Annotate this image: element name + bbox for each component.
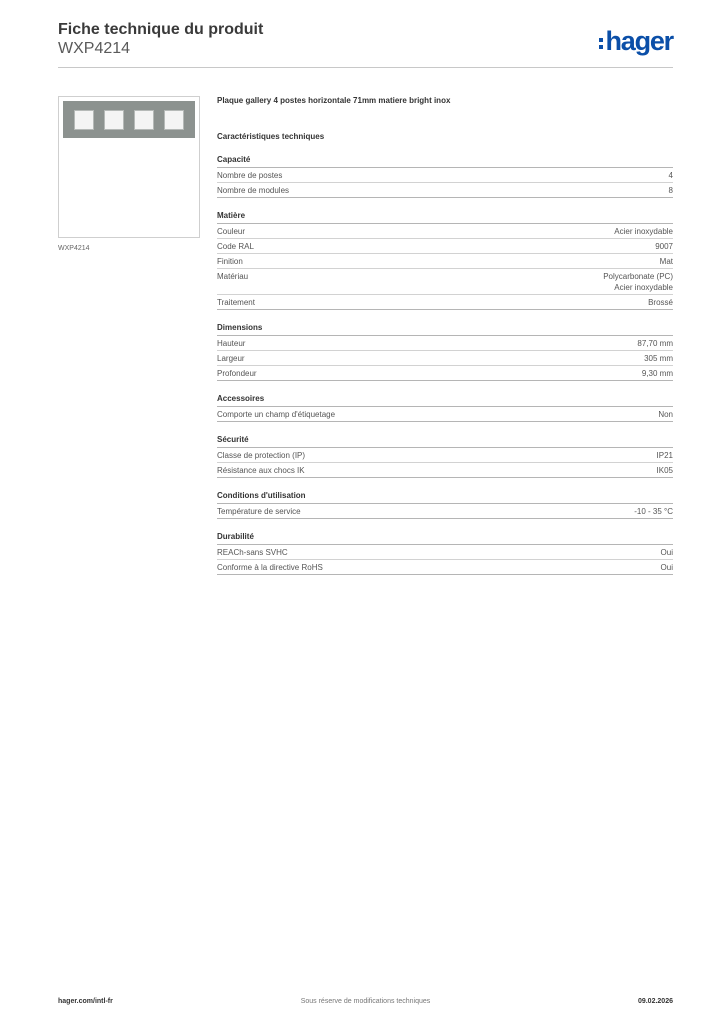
spec-row: [217, 504, 673, 519]
spec-row: [217, 254, 673, 269]
plate-illustration: [63, 101, 195, 138]
spec-group-title: Sécurité: [217, 435, 673, 448]
spec-label: Nombre de postes: [217, 171, 283, 180]
spec-row: [217, 545, 673, 560]
spec-value-text: Oui: [660, 548, 673, 557]
spec-value-text: Non: [658, 410, 673, 419]
spec-label: Conforme à la directive RoHS: [217, 563, 323, 572]
spec-row: [217, 407, 673, 422]
spec-value-text: IK05: [656, 466, 673, 475]
spec-value-text: Acier inoxydable: [614, 227, 673, 236]
spec-label: Classe de protection (IP): [217, 451, 306, 460]
spec-row: [217, 463, 673, 478]
spec-row: [217, 269, 673, 295]
spec-value-text: 8: [668, 186, 673, 195]
spec-label: Profondeur: [217, 369, 257, 378]
spec-value-text: 9007: [655, 242, 673, 251]
section-heading: Caractéristiques techniques: [217, 132, 325, 141]
spec-groups: [217, 155, 673, 575]
spec-value: [648, 297, 673, 308]
spec-content: [217, 96, 673, 575]
product-code: WXP4214: [58, 40, 131, 57]
product-image: [58, 96, 200, 238]
spec-row: [217, 295, 673, 310]
spec-value: [657, 450, 673, 461]
plate-slot: [134, 110, 154, 130]
spec-group: [217, 532, 673, 575]
spec-group-title: Matière: [217, 211, 673, 224]
spec-value: [661, 562, 673, 573]
product-description: Plaque gallery 4 postes horizontale 71mm matiere bright inox: [217, 96, 451, 105]
spec-value: [660, 256, 673, 267]
spec-group: [217, 394, 673, 422]
spec-group: [217, 211, 673, 310]
spec-label: Résistance aux chocs IK: [217, 466, 305, 475]
spec-label: Température de service: [217, 507, 301, 516]
spec-value: [669, 185, 673, 196]
spec-value: [644, 353, 673, 364]
spec-value: [669, 170, 673, 181]
spec-group: [217, 155, 673, 198]
image-caption: WXP4214: [58, 245, 90, 252]
spec-group: [217, 435, 673, 478]
spec-value-text: -10 - 35 °C: [634, 507, 673, 516]
spec-label: Largeur: [217, 354, 245, 363]
plate-slot: [74, 110, 94, 130]
spec-value: [637, 338, 673, 349]
page-footer: [58, 998, 673, 1010]
spec-group: [217, 491, 673, 519]
spec-value-text: 9,30 mm: [641, 369, 673, 378]
plate-slot: [104, 110, 124, 130]
spec-row: [217, 239, 673, 254]
spec-label: Code RAL: [217, 242, 254, 251]
spec-value: [614, 226, 673, 237]
spec-row: [217, 366, 673, 381]
spec-group-title: Durabilité: [217, 532, 673, 545]
plate-slot: [164, 110, 184, 130]
spec-value: [634, 506, 673, 517]
spec-value-text: Oui: [660, 563, 673, 572]
spec-row: [217, 183, 673, 198]
spec-label: REACh-sans SVHC: [217, 548, 288, 557]
spec-label: Traitement: [217, 298, 255, 307]
spec-row: [217, 560, 673, 575]
page-header: [58, 20, 673, 68]
spec-value: [655, 241, 673, 252]
spec-group-title: Dimensions: [217, 323, 673, 336]
footer-date: 09.02.2026: [637, 998, 673, 1005]
spec-value-text: Polycarbonate (PC): [603, 272, 673, 281]
logo-text: hager: [605, 26, 673, 56]
spec-label: Nombre de modules: [217, 186, 290, 195]
spec-value: [603, 271, 673, 293]
spec-row: [217, 351, 673, 366]
hager-logo[interactable]: [599, 26, 673, 56]
spec-value-text: IP21: [656, 451, 673, 460]
spec-group-title: Accessoires: [217, 394, 673, 407]
spec-label: Couleur: [217, 227, 246, 236]
spec-row: [217, 224, 673, 239]
spec-value-text: Brossé: [648, 298, 673, 307]
spec-label: Finition: [217, 257, 243, 266]
spec-label: Comporte un champ d'étiquetage: [217, 410, 336, 419]
footer-disclaimer: Sous réserve de modifications techniques: [300, 998, 431, 1005]
spec-group-title: Conditions d'utilisation: [217, 491, 673, 504]
spec-value: [658, 409, 673, 420]
spec-value-text: 305 mm: [644, 354, 673, 363]
spec-value-text: Mat: [659, 257, 673, 266]
spec-row: [217, 448, 673, 463]
logo-dots-icon: [599, 38, 603, 49]
spec-value-text: 4: [668, 171, 673, 180]
spec-row: [217, 336, 673, 351]
page-title: Fiche technique du produit: [58, 21, 264, 38]
footer-website[interactable]: hager.com/intl-fr: [58, 998, 113, 1005]
spec-value-text: Acier inoxydable: [614, 283, 673, 292]
spec-value: [661, 547, 673, 558]
spec-value-text: 87,70 mm: [637, 339, 673, 348]
spec-label: Hauteur: [217, 339, 246, 348]
spec-value: [657, 465, 673, 476]
spec-label: Matériau: [217, 272, 249, 281]
spec-group-title: Capacité: [217, 155, 673, 168]
spec-value: [642, 368, 673, 379]
spec-group: [217, 323, 673, 381]
spec-row: [217, 168, 673, 183]
